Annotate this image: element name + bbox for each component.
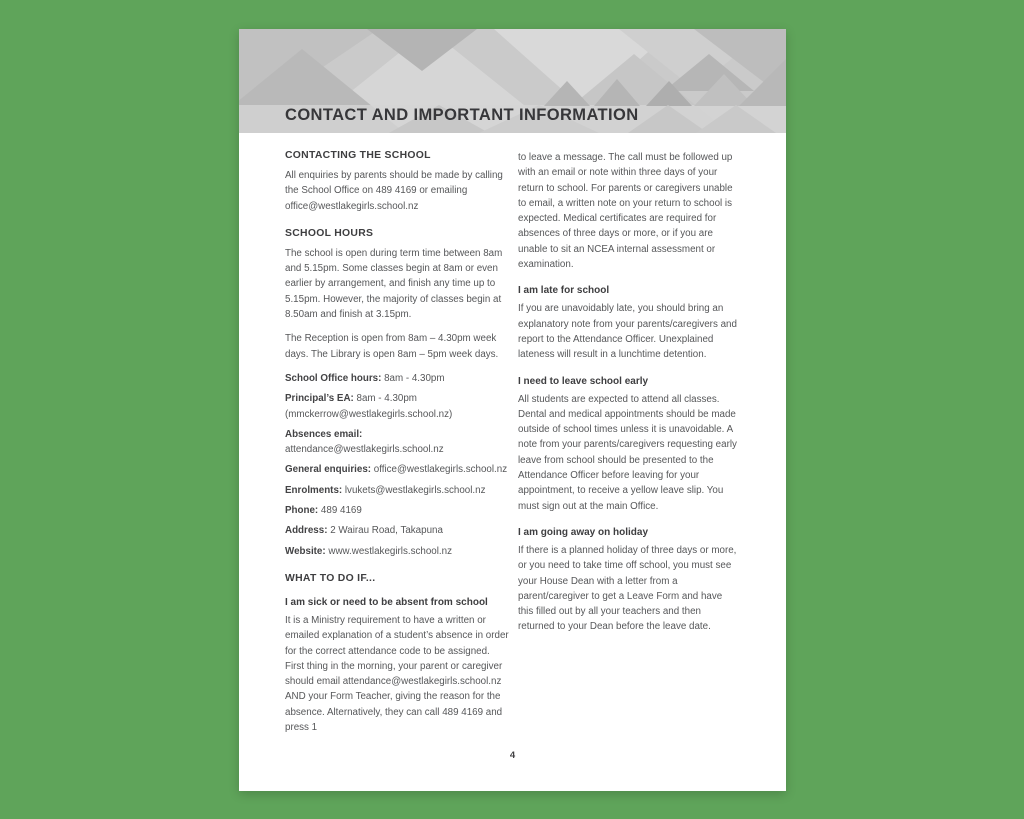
right-column bbox=[518, 150, 740, 644]
section-heading: WHAT TO DO IF... bbox=[285, 572, 376, 584]
contact-line: School Office hours: 8am - 4.30pm bbox=[285, 372, 445, 384]
body-paragraph: The school is open during term time between 8am and 5.15pm. Some classes begin at 8am or even earlier by arrangement, and finish any time up to 5.15pm. However, the majority of classes begin at 8.50am and finish at 3.15pm. bbox=[285, 247, 503, 321]
contact-label: Principal’s EA: bbox=[285, 393, 354, 405]
subsection-heading: I need to leave school early bbox=[518, 375, 649, 387]
body-paragraph: The Reception is open from 8am – 4.30pm week days. The Library is open 8am – 5pm week days. bbox=[285, 333, 499, 360]
contact-line: Enrolments: lvukets@westlakegirls.school.nz bbox=[285, 484, 486, 496]
body-paragraph: If there is a planned holiday of three days or more, or you need to take time off school, you must see your House Dean with a letter from a parent/caregiver to get a Leave Form and have this filled out by all your teachers and then returned to your Dean before the leave date. bbox=[518, 544, 737, 633]
contact-label: Absences email: bbox=[285, 428, 363, 440]
contact-label: Phone: bbox=[285, 505, 319, 517]
page-number: 4 bbox=[509, 750, 516, 761]
subsection-heading: I am going away on holiday bbox=[518, 526, 649, 538]
body-paragraph: All enquiries by parents should be made by calling the School Office on 489 4169 or emailing office@westlakegirls.school.nz bbox=[285, 170, 503, 212]
contact-label: School Office hours: bbox=[285, 372, 382, 384]
document-page bbox=[239, 29, 786, 791]
contact-line: Address: 2 Wairau Road, Takapuna bbox=[285, 525, 443, 537]
contact-line: Principal’s EA: 8am - 4.30pm (mmckerrow@westlakegirls.school.nz) bbox=[285, 393, 453, 420]
left-column bbox=[285, 150, 509, 744]
contact-line: Phone: 489 4169 bbox=[285, 505, 362, 517]
contact-label: General enquiries: bbox=[285, 464, 372, 476]
contact-line: Website: www.westlakegirls.school.nz bbox=[285, 545, 452, 557]
contact-label: Address: bbox=[285, 525, 328, 537]
subsection-heading: I am sick or need to be absent from school bbox=[285, 596, 488, 608]
contact-label: Website: bbox=[285, 545, 326, 557]
contact-line: General enquiries: office@westlakegirls.school.nz bbox=[285, 464, 508, 476]
body-paragraph: If you are unavoidably late, you should bring an explanatory note from your parents/caregivers and report to the Attendance Officer. Unexplained lateness will result in a lunchtime detention. bbox=[518, 303, 737, 361]
page-title: CONTACT AND IMPORTANT INFORMATION bbox=[285, 106, 639, 124]
section-heading: SCHOOL HOURS bbox=[285, 227, 374, 239]
contact-line: Absences email: attendance@westlakegirls.school.nz bbox=[285, 428, 444, 456]
page-header bbox=[239, 29, 786, 133]
section-heading: CONTACTING THE SCHOOL bbox=[285, 150, 431, 161]
contact-label: Enrolments: bbox=[285, 484, 343, 496]
body-paragraph: It is a Ministry requirement to have a written or emailed explanation of a student’s absence in order for the correct attendance code to be assigned. First thing in the morning, your parent or caregiver should email attendance@westlakegirls.school.nz AND your Form Teacher, giving the reason for the absence. Alternatively, they can call 489 4169 and press 1 bbox=[285, 614, 509, 734]
body-paragraph: All students are expected to attend all classes. Dental and medical appointments should be made outside of school times unless it is unavoidable. A note from your parents/caregivers requesting early leave from school should be presented to the Attendance Officer before leaving for your appointment, to receive a yellow leave slip. You must sign out at the main Office. bbox=[518, 393, 737, 512]
subsection-heading: I am late for school bbox=[518, 285, 610, 297]
body-paragraph: to leave a message. The call must be followed up with an email or note within three days of your return to school. For parents or caregivers unable to email, a written note on your return to school is expected. Medical certificates are required for absences of three days or more, or if you are unable to sit an NCEA internal assessment or examination. bbox=[518, 152, 733, 271]
